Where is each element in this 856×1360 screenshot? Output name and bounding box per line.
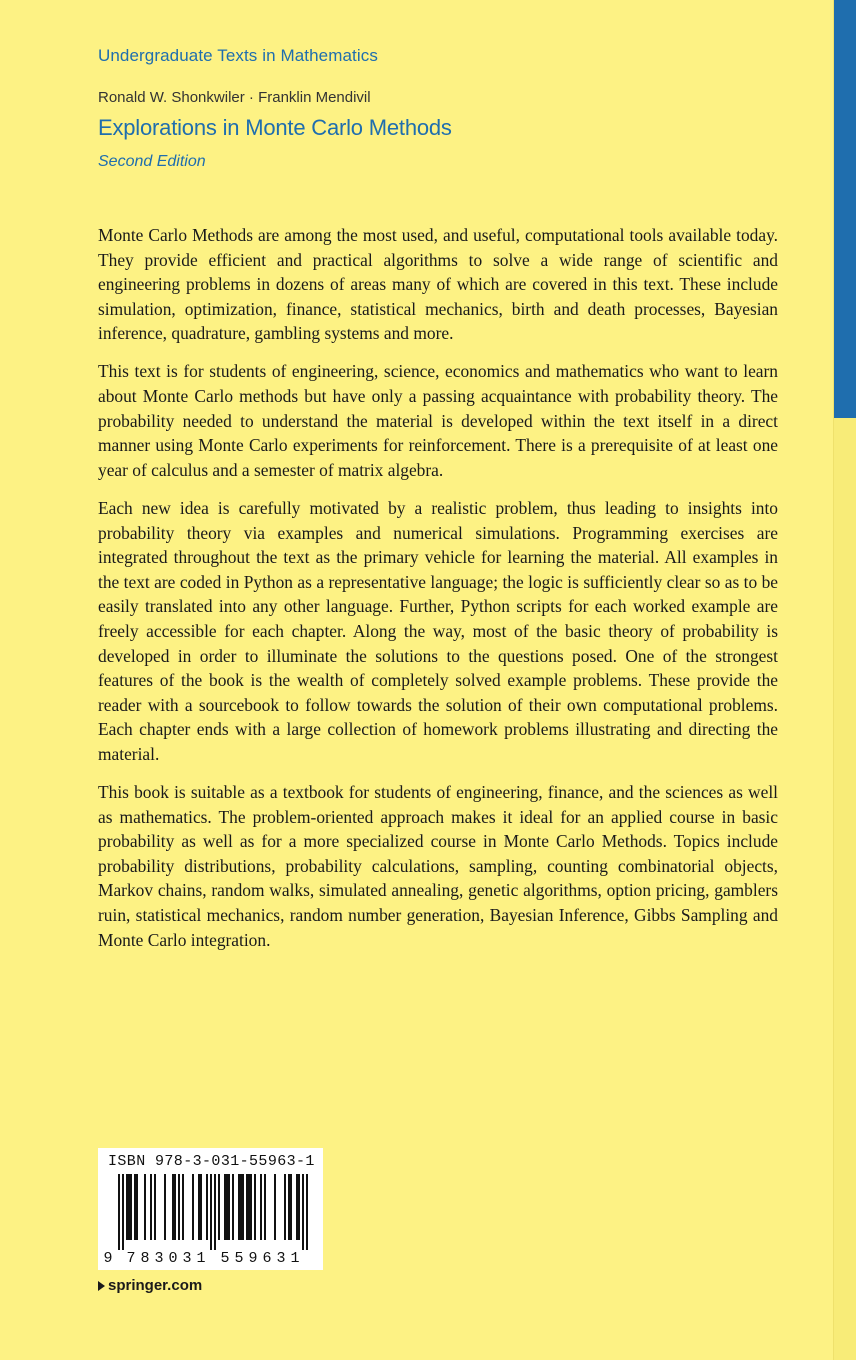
- barcode-bar: [134, 1174, 136, 1240]
- barcode-bar: [274, 1174, 276, 1240]
- barcode-bar: [178, 1174, 180, 1240]
- barcode-digit: 9: [103, 1250, 113, 1267]
- barcode-box: [98, 1148, 323, 1270]
- blurb-text: [98, 223, 778, 966]
- barcode-digit: 3: [276, 1250, 286, 1267]
- barcode-bar: [296, 1174, 298, 1240]
- barcode-bar: [228, 1174, 230, 1240]
- barcode-digit: 6: [262, 1250, 272, 1267]
- barcode-digit: 0: [168, 1250, 178, 1267]
- barcode-digit: 1: [196, 1250, 206, 1267]
- barcode-bar: [226, 1174, 228, 1240]
- barcode-digit: 8: [140, 1250, 150, 1267]
- barcode-bars: [118, 1174, 308, 1250]
- barcode-digit: 3: [154, 1250, 164, 1267]
- barcode-bar: [118, 1174, 120, 1250]
- barcode-bar: [126, 1174, 128, 1240]
- barcode-bar: [214, 1174, 216, 1250]
- publisher-link[interactable]: [98, 1277, 202, 1294]
- barcode-digits: [103, 1250, 299, 1267]
- barcode-bar: [192, 1174, 194, 1240]
- barcode-bar: [174, 1174, 176, 1240]
- barcode-bar: [250, 1174, 252, 1240]
- barcode-bar: [206, 1174, 208, 1240]
- barcode-bar: [284, 1174, 286, 1240]
- barcode-digit: 5: [220, 1250, 230, 1267]
- book-title: Explorations in Monte Carlo Methods: [98, 115, 452, 140]
- barcode-bar: [288, 1174, 290, 1240]
- barcode-digit: 3: [182, 1250, 192, 1267]
- authors: Ronald W. Shonkwiler · Franklin Mendivil: [98, 89, 371, 106]
- barcode-bar: [306, 1174, 308, 1250]
- barcode-bar: [172, 1174, 174, 1240]
- series-name: Undergraduate Texts in Mathematics: [98, 46, 378, 65]
- barcode-bar: [182, 1174, 184, 1240]
- barcode-bar: [290, 1174, 292, 1240]
- barcode-bar: [260, 1174, 262, 1240]
- barcode-bar: [210, 1174, 212, 1250]
- barcode-digit: 7: [126, 1250, 136, 1267]
- barcode-bar: [246, 1174, 248, 1240]
- edition-label: Second Edition: [98, 153, 206, 170]
- spine-blue-tab: [834, 0, 856, 418]
- barcode-bar: [144, 1174, 146, 1240]
- barcode-bar: [264, 1174, 266, 1240]
- barcode-digit: 1: [290, 1250, 300, 1267]
- barcode-bar: [298, 1174, 300, 1240]
- barcode-bar: [122, 1174, 124, 1250]
- barcode-bar: [248, 1174, 250, 1240]
- barcode-bar: [242, 1174, 244, 1240]
- barcode-bar: [154, 1174, 156, 1240]
- barcode-bar: [240, 1174, 242, 1240]
- barcode-bar: [128, 1174, 130, 1240]
- blurb-paragraph-1: Monte Carlo Methods are among the most used, and useful, computational tools available today. They provide efficient and practical algorithms to solve a wide range of scientific and engineering problems in dozens of areas many of which are covered in this text. These include simulation, optimization, finance, statistical mechanics, birth and death processes, Bayesian inference, quadrature, gambling systems and more.: [98, 225, 778, 344]
- isbn-label: ISBN 978-3-031-55963-1: [108, 1153, 315, 1170]
- barcode-bar: [136, 1174, 138, 1240]
- barcode-bar: [218, 1174, 220, 1240]
- blurb-paragraph-3: Each new idea is carefully motivated by a realistic problem, thus leading to insights into probability theory via examples and numerical simulations. Programming exercises are integrated throughout the text as the primary vehicle for learning the material. All examples in the text are coded in Python as a representative language; the logic is sufficiently clear so as to be easily translated into any other language. Further, Python scripts for each worked example are freely accessible for each chapter. Along the way, most of the basic theory of probability is developed in order to illuminate the solutions to the questions posed. One of the strongest features of the book is the wealth of completely solved example problems. These provide the reader with a sourcebook to follow towards the solution of their own computational problems. Each chapter ends with a large collection of homework problems illustrating and directing the material.: [98, 497, 778, 764]
- barcode-bar: [150, 1174, 152, 1240]
- barcode-bar: [254, 1174, 256, 1240]
- barcode-bar: [200, 1174, 202, 1240]
- barcode-digit: 9: [248, 1250, 258, 1267]
- blurb-paragraph-2: This text is for students of engineering, science, economics and mathematics who want to learn about Monte Carlo methods but have only a passing acquaintance with probability theory. The probability needed to understand the material is developed within the text itself in a direct manner using Monte Carlo experiments for reinforcement. There is a prerequisite of at least one year of calculus and a semester of matrix algebra.: [98, 361, 778, 480]
- barcode-bar: [198, 1174, 200, 1240]
- barcode-digit: 5: [234, 1250, 244, 1267]
- arrow-right-icon: [98, 1281, 105, 1291]
- barcode-bar: [224, 1174, 226, 1240]
- blurb-paragraph-4: This book is suitable as a textbook for students of engineering, finance, and the sciences as well as mathematics. The problem-oriented approach makes it ideal for an applied course in basic probability as well as for a more specialized course in Monte Carlo Methods. Topics include probability distributions, probability calculations, sampling, counting combinatorial objects, Markov chains, random walks, simulated annealing, genetic algorithms, option pricing, gamblers ruin, statistical mechanics, random number generation, Bayesian Inference, Gibbs Sampling and Monte Carlo integration.: [98, 781, 778, 950]
- publisher-url: springer.com: [108, 1277, 203, 1294]
- barcode-bar: [130, 1174, 132, 1240]
- barcode-bar: [164, 1174, 166, 1240]
- barcode-bar: [302, 1174, 304, 1250]
- barcode-bar: [238, 1174, 240, 1240]
- barcode-bar: [232, 1174, 234, 1240]
